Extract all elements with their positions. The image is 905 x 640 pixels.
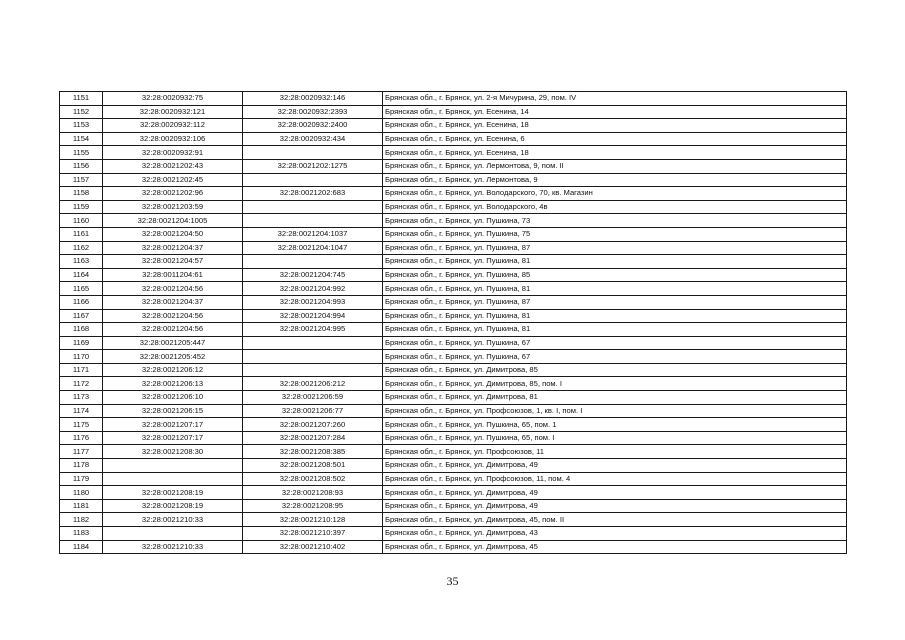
address-cell: Брянская обл., г. Брянск, ул. Есенина, 18: [383, 146, 847, 160]
table-row: [60, 255, 847, 269]
row-number-cell: 1174: [60, 404, 103, 418]
row-number-cell: 1159: [60, 200, 103, 214]
row-number-cell: 1169: [60, 336, 103, 350]
building-cadastral-number-cell: [243, 146, 383, 160]
building-cadastral-number-cell: 32:28:0021204:994: [243, 309, 383, 323]
cadastral-number-cell: 32:28:0021202:45: [103, 173, 243, 187]
table-row: [60, 431, 847, 445]
building-cadastral-number-cell: 32:28:0021208:501: [243, 459, 383, 473]
address-cell: Брянская обл., г. Брянск, ул. Пушкина, 87: [383, 241, 847, 255]
table-row: [60, 159, 847, 173]
building-cadastral-number-cell: 32:28:0021204:745: [243, 268, 383, 282]
row-number-cell: 1184: [60, 540, 103, 554]
row-number-cell: 1179: [60, 472, 103, 486]
table-row: [60, 132, 847, 146]
row-number-cell: 1177: [60, 445, 103, 459]
building-cadastral-number-cell: 32:28:0021202:683: [243, 187, 383, 201]
building-cadastral-number-cell: 32:28:0021202:1275: [243, 159, 383, 173]
row-number-cell: 1183: [60, 527, 103, 541]
page-number: 35: [446, 574, 459, 588]
table-row: [60, 214, 847, 228]
address-cell: Брянская обл., г. Брянск, ул. Димитрова, 81: [383, 391, 847, 405]
address-cell: Брянская обл., г. Брянск, ул. Есенина, 18: [383, 119, 847, 133]
cadastral-number-cell: 32:28:0021204:56: [103, 309, 243, 323]
table-row: [60, 391, 847, 405]
table-row: [60, 472, 847, 486]
cadastral-number-cell: [103, 472, 243, 486]
table-row: [60, 418, 847, 432]
building-cadastral-number-cell: 32:28:0020932:2393: [243, 105, 383, 119]
table-row: [60, 282, 847, 296]
cadastral-number-cell: 32:28:0021204:56: [103, 282, 243, 296]
table-row: [60, 377, 847, 391]
address-cell: Брянская обл., г. Брянск, ул. Профсоюзов, 11, пом. 4: [383, 472, 847, 486]
address-cell: Брянская обл., г. Брянск, ул. Пушкина, 81: [383, 323, 847, 337]
table-row: [60, 527, 847, 541]
table-row: [60, 119, 847, 133]
row-number-cell: 1167: [60, 309, 103, 323]
cadastral-number-cell: 32:28:0011204:61: [103, 268, 243, 282]
cadastral-number-cell: 32:28:0021204:1005: [103, 214, 243, 228]
table-row: [60, 445, 847, 459]
building-cadastral-number-cell: [243, 336, 383, 350]
cadastral-number-cell: 32:28:0021204:37: [103, 295, 243, 309]
building-cadastral-number-cell: 32:28:0020932:146: [243, 92, 383, 106]
address-cell: Брянская обл., г. Брянск, ул. Володарского, 70, кв. Магазин: [383, 187, 847, 201]
address-cell: Брянская обл., г. Брянск, ул. Димитрова, 45: [383, 540, 847, 554]
address-cell: Брянская обл., г. Брянск, ул. Лермонтова, 9: [383, 173, 847, 187]
table-row: [60, 92, 847, 106]
table-row: [60, 187, 847, 201]
table-row: [60, 173, 847, 187]
row-number-cell: 1155: [60, 146, 103, 160]
cadastral-number-cell: 32:28:0021203:59: [103, 200, 243, 214]
row-number-cell: 1171: [60, 363, 103, 377]
address-cell: Брянская обл., г. Брянск, ул. 2-я Мичурина, 29, пом. IV: [383, 92, 847, 106]
address-cell: Брянская обл., г. Брянск, ул. Профсоюзов, 1, кв. I, пом. I: [383, 404, 847, 418]
cadastral-number-cell: 32:28:0021210:33: [103, 540, 243, 554]
cadastral-number-cell: 32:28:0021206:10: [103, 391, 243, 405]
building-cadastral-number-cell: [243, 350, 383, 364]
address-cell: Брянская обл., г. Брянск, ул. Пушкина, 85: [383, 268, 847, 282]
row-number-cell: 1160: [60, 214, 103, 228]
building-cadastral-number-cell: 32:28:0021207:284: [243, 431, 383, 445]
row-number-cell: 1165: [60, 282, 103, 296]
table-row: [60, 309, 847, 323]
table-row: [60, 499, 847, 513]
row-number-cell: 1152: [60, 105, 103, 119]
building-cadastral-number-cell: 32:28:0020932:2400: [243, 119, 383, 133]
table-row: [60, 323, 847, 337]
address-cell: Брянская обл., г. Брянск, ул. Есенина, 14: [383, 105, 847, 119]
address-cell: Брянская обл., г. Брянск, ул. Пушкина, 65, пом. 1: [383, 418, 847, 432]
row-number-cell: 1151: [60, 92, 103, 106]
row-number-cell: 1181: [60, 499, 103, 513]
building-cadastral-number-cell: 32:28:0021206:212: [243, 377, 383, 391]
row-number-cell: 1172: [60, 377, 103, 391]
cadastral-number-cell: 32:28:0021205:447: [103, 336, 243, 350]
address-cell: Брянская обл., г. Брянск, ул. Пушкина, 65, пом. I: [383, 431, 847, 445]
address-cell: Брянская обл., г. Брянск, ул. Димитрова, 45, пом. II: [383, 513, 847, 527]
row-number-cell: 1158: [60, 187, 103, 201]
building-cadastral-number-cell: [243, 214, 383, 228]
row-number-cell: 1178: [60, 459, 103, 473]
row-number-cell: 1166: [60, 295, 103, 309]
cadastral-number-cell: 32:28:0021206:12: [103, 363, 243, 377]
table-row: [60, 350, 847, 364]
cadastral-number-cell: [103, 527, 243, 541]
cadastral-number-cell: 32:28:0021202:96: [103, 187, 243, 201]
building-cadastral-number-cell: 32:28:0021208:385: [243, 445, 383, 459]
cadastral-number-cell: 32:28:0021204:50: [103, 227, 243, 241]
address-cell: Брянская обл., г. Брянск, ул. Пушкина, 81: [383, 282, 847, 296]
cadastral-number-cell: 32:28:0020932:75: [103, 92, 243, 106]
row-number-cell: 1161: [60, 227, 103, 241]
building-cadastral-number-cell: [243, 173, 383, 187]
cadastral-number-cell: 32:28:0021207:17: [103, 431, 243, 445]
address-cell: Брянская обл., г. Брянск, ул. Димитрова, 43: [383, 527, 847, 541]
row-number-cell: 1156: [60, 159, 103, 173]
cadastral-number-cell: 32:28:0021204:37: [103, 241, 243, 255]
table-body: [60, 92, 847, 554]
building-cadastral-number-cell: 32:28:0021204:1037: [243, 227, 383, 241]
row-number-cell: 1157: [60, 173, 103, 187]
address-cell: Брянская обл., г. Брянск, ул. Димитрова, 49: [383, 459, 847, 473]
table-row: [60, 146, 847, 160]
address-cell: Брянская обл., г. Брянск, ул. Пушкина, 73: [383, 214, 847, 228]
table-row: [60, 200, 847, 214]
building-cadastral-number-cell: 32:28:0021208:502: [243, 472, 383, 486]
building-cadastral-number-cell: 32:28:0021210:402: [243, 540, 383, 554]
row-number-cell: 1153: [60, 119, 103, 133]
table-row: [60, 268, 847, 282]
address-cell: Брянская обл., г. Брянск, ул. Пушкина, 87: [383, 295, 847, 309]
cadastral-number-cell: [103, 459, 243, 473]
building-cadastral-number-cell: 32:28:0021204:995: [243, 323, 383, 337]
address-cell: Брянская обл., г. Брянск, ул. Димитрова, 85: [383, 363, 847, 377]
table-row: [60, 295, 847, 309]
address-cell: Брянская обл., г. Брянск, ул. Лермонтова, 9, пом. II: [383, 159, 847, 173]
row-number-cell: 1162: [60, 241, 103, 255]
address-cell: Брянская обл., г. Брянск, ул. Пушкина, 67: [383, 350, 847, 364]
table-row: [60, 363, 847, 377]
table-row: [60, 105, 847, 119]
cadastral-number-cell: 32:28:0020932:106: [103, 132, 243, 146]
address-cell: Брянская обл., г. Брянск, ул. Димитрова, 85, пом. I: [383, 377, 847, 391]
building-cadastral-number-cell: 32:28:0021210:397: [243, 527, 383, 541]
building-cadastral-number-cell: 32:28:0021208:95: [243, 499, 383, 513]
row-number-cell: 1176: [60, 431, 103, 445]
row-number-cell: 1168: [60, 323, 103, 337]
property-table: [59, 91, 847, 554]
table-row: [60, 336, 847, 350]
cadastral-number-cell: 32:28:0020932:121: [103, 105, 243, 119]
table-row: [60, 404, 847, 418]
address-cell: Брянская обл., г. Брянск, ул. Пушкина, 75: [383, 227, 847, 241]
row-number-cell: 1173: [60, 391, 103, 405]
building-cadastral-number-cell: 32:28:0021208:93: [243, 486, 383, 500]
address-cell: Брянская обл., г. Брянск, ул. Профсоюзов, 11: [383, 445, 847, 459]
cadastral-number-cell: 32:28:0021208:19: [103, 486, 243, 500]
cadastral-number-cell: 32:28:0020932:91: [103, 146, 243, 160]
table-row: [60, 540, 847, 554]
table-row: [60, 513, 847, 527]
cadastral-number-cell: 32:28:0021205:452: [103, 350, 243, 364]
cadastral-number-cell: 32:28:0021208:30: [103, 445, 243, 459]
address-cell: Брянская обл., г. Брянск, ул. Димитрова, 49: [383, 499, 847, 513]
building-cadastral-number-cell: 32:28:0021210:128: [243, 513, 383, 527]
row-number-cell: 1180: [60, 486, 103, 500]
address-cell: Брянская обл., г. Брянск, ул. Пушкина, 81: [383, 309, 847, 323]
cadastral-number-cell: 32:28:0021208:19: [103, 499, 243, 513]
building-cadastral-number-cell: 32:28:0021206:77: [243, 404, 383, 418]
address-cell: Брянская обл., г. Брянск, ул. Володарского, 4в: [383, 200, 847, 214]
address-cell: Брянская обл., г. Брянск, ул. Пушкина, 67: [383, 336, 847, 350]
cadastral-number-cell: 32:28:0020932:112: [103, 119, 243, 133]
building-cadastral-number-cell: 32:28:0021207:260: [243, 418, 383, 432]
cadastral-number-cell: 32:28:0021206:13: [103, 377, 243, 391]
row-number-cell: 1170: [60, 350, 103, 364]
table-row: [60, 241, 847, 255]
cadastral-number-cell: 32:28:0021204:57: [103, 255, 243, 269]
building-cadastral-number-cell: 32:28:0021204:992: [243, 282, 383, 296]
cadastral-number-cell: 32:28:0021210:33: [103, 513, 243, 527]
row-number-cell: 1182: [60, 513, 103, 527]
row-number-cell: 1163: [60, 255, 103, 269]
address-cell: Брянская обл., г. Брянск, ул. Есенина, 6: [383, 132, 847, 146]
building-cadastral-number-cell: 32:28:0021204:1047: [243, 241, 383, 255]
building-cadastral-number-cell: 32:28:0021206:59: [243, 391, 383, 405]
cadastral-number-cell: 32:28:0021207:17: [103, 418, 243, 432]
building-cadastral-number-cell: [243, 255, 383, 269]
cadastral-number-cell: 32:28:0021206:15: [103, 404, 243, 418]
row-number-cell: 1154: [60, 132, 103, 146]
table-row: [60, 227, 847, 241]
table-row: [60, 459, 847, 473]
building-cadastral-number-cell: 32:28:0021204:993: [243, 295, 383, 309]
building-cadastral-number-cell: [243, 363, 383, 377]
address-cell: Брянская обл., г. Брянск, ул. Димитрова, 49: [383, 486, 847, 500]
building-cadastral-number-cell: 32:28:0020932:434: [243, 132, 383, 146]
row-number-cell: 1175: [60, 418, 103, 432]
table-row: [60, 486, 847, 500]
row-number-cell: 1164: [60, 268, 103, 282]
cadastral-number-cell: 32:28:0021204:56: [103, 323, 243, 337]
address-cell: Брянская обл., г. Брянск, ул. Пушкина, 81: [383, 255, 847, 269]
cadastral-number-cell: 32:28:0021202:43: [103, 159, 243, 173]
building-cadastral-number-cell: [243, 200, 383, 214]
